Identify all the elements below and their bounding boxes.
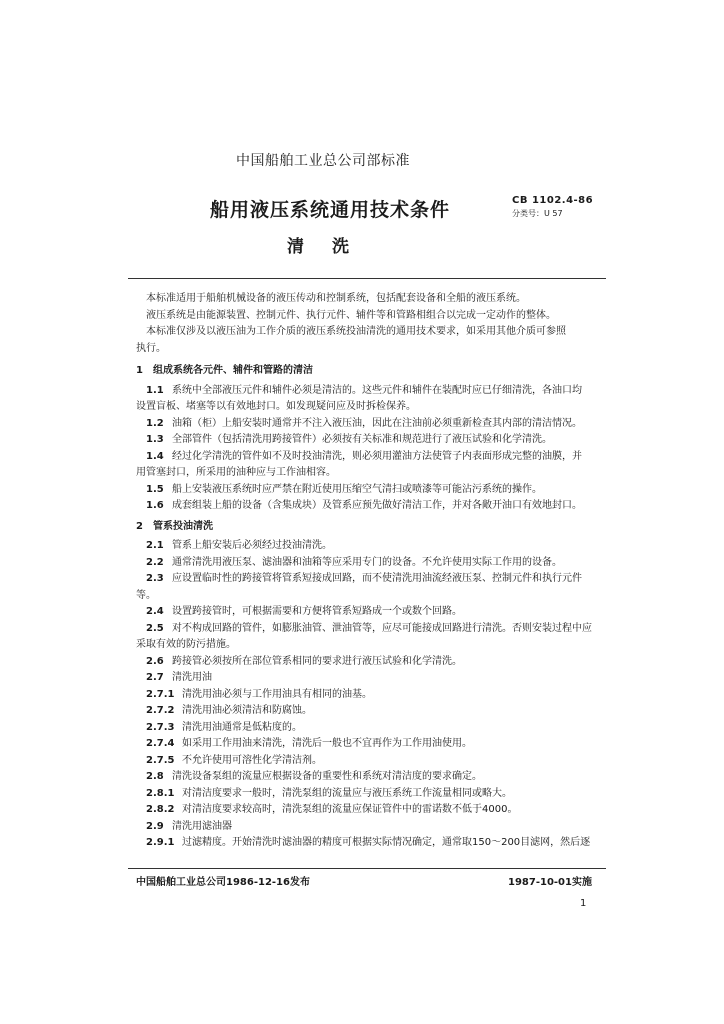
effective-date: 1987-10-01实施 bbox=[508, 877, 592, 888]
clause-number: 1.5 bbox=[146, 483, 164, 495]
clause-text: 成套组装上船的设备（含集成块）及管系应预先做好清洁工作，并对各敞开油口有效地封口。 bbox=[172, 500, 582, 511]
clause-text: 不允许使用可溶性化学清洁剂。 bbox=[182, 754, 322, 766]
clause-text: 清洗用油必须清洁和防腐蚀。 bbox=[182, 705, 312, 716]
clause-text: 清洗设备泵组的流量应根据设备的重要性和系统对清洁度的要求确定。 bbox=[172, 771, 482, 782]
clause-number: 1.1 bbox=[146, 384, 164, 396]
intro-line: 本标准适用于船舶机械设备的液压传动和控制系统，包括配套设备和全船的液压系统。 bbox=[146, 293, 526, 304]
clause-number: 1.4 bbox=[146, 450, 164, 462]
clause-text: 应设置临时性的跨接管将管系短接成回路，而不使清洗用油流经液压泵、控制元件和执行元件 bbox=[172, 573, 582, 584]
clause-text: 对清洁度要求一般时，清洗泵组的流量应与液压系统工作流量相同或略大。 bbox=[182, 787, 512, 799]
clause-number: 2.5 bbox=[146, 622, 164, 634]
clause-number: 2.7.4 bbox=[146, 738, 175, 749]
clause-text: 对清洁度要求较高时，清洗泵组的流量应保证管件中的雷诺数不低于4000。 bbox=[182, 804, 518, 815]
clause-number: 2.9.1 bbox=[146, 837, 175, 848]
section-heading: 1 组成系统各元件、辅件和管路的清洁 bbox=[136, 365, 313, 376]
intro-line: 执行。 bbox=[136, 342, 166, 354]
clause-number: 2.7.1 bbox=[146, 688, 175, 700]
clause-number: 2.8.2 bbox=[146, 804, 175, 815]
clause-number: 2.1 bbox=[146, 540, 164, 551]
clause-text: 全部管件（包括清洗用跨接管件）必须按有关标准和规范进行了液压试验和化学清洗。 bbox=[172, 434, 552, 445]
clause-text: 清洗用滤油器 bbox=[172, 820, 232, 832]
issuing-organization: 中国船舶工业总公司部标准 bbox=[236, 153, 410, 169]
page-number: 1 bbox=[580, 898, 587, 909]
clause-text: 如采用工作用油来清洗，清洗后一般也不宜再作为工作用油使用。 bbox=[182, 738, 472, 749]
clause-number: 2.7.5 bbox=[146, 754, 175, 766]
clause-number: 2.8 bbox=[146, 771, 164, 782]
clause-text: 管系上船安装后必须经过投油清洗。 bbox=[172, 540, 332, 551]
document-subtitle: 清洗 bbox=[287, 237, 377, 257]
clause-text: 经过化学清洗的管件如不及时投油清洗，则必须用灌油方法使管子内表面形成完整的油膜，并 bbox=[172, 450, 582, 462]
intro-line: 液压系统是由能源装置、控制元件、执行元件、辅件等和管路相组合以完成一定动作的整体。 bbox=[146, 309, 556, 321]
clause-number: 2.7.3 bbox=[146, 721, 175, 733]
clause-text: 过滤精度。开始清洗时滤油器的精度可根据实际情况确定，通常取150～200目滤网，然后逐 bbox=[182, 837, 591, 848]
clause-text: 等。 bbox=[136, 589, 156, 601]
clause-text: 设置跨接管时，可根据需要和方便将管系短路成一个或数个回路。 bbox=[172, 606, 462, 617]
clause-number: 2.3 bbox=[146, 573, 164, 584]
clause-text: 清洗用油通常是低粘度的。 bbox=[182, 721, 302, 733]
document-title: 船用液压系统通用技术条件 bbox=[210, 199, 451, 221]
clause-number: 1.6 bbox=[146, 500, 164, 511]
clause-text: 设置盲板、堵塞等以有效地封口。如发现疑问应及时拆检保养。 bbox=[136, 401, 416, 412]
standard-code: CB 1102.4-86 bbox=[512, 195, 594, 206]
clause-number: 2.8.1 bbox=[146, 787, 175, 799]
clause-number: 2.4 bbox=[146, 606, 164, 617]
issue-date: 中国船舶工业总公司1986-12-16发布 bbox=[136, 877, 310, 888]
clause-number: 2.7 bbox=[146, 672, 164, 683]
clause-text: 对不构成回路的管件，如膨胀油管、泄油管等，应尽可能接成回路进行清洗。否则安装过程中应 bbox=[172, 622, 592, 634]
clause-text: 油箱（柜）上船安装时通常并不注入液压油，因此在注油前必须重新检查其内部的清洁情况。 bbox=[172, 417, 582, 429]
footer-divider bbox=[128, 868, 606, 869]
clause-text: 用管塞封口，所采用的油种应与工作油相容。 bbox=[136, 467, 336, 478]
clause-text: 清洗用油必须与工作用油具有相同的油基。 bbox=[182, 688, 372, 700]
section-heading: 2 管系投油清洗 bbox=[136, 520, 213, 532]
header-divider bbox=[128, 278, 606, 279]
clause-number: 2.6 bbox=[146, 655, 164, 667]
clause-number: 1.2 bbox=[146, 417, 164, 429]
clause-number: 1.3 bbox=[146, 434, 164, 445]
classification-number: 分类号：U 57 bbox=[512, 209, 563, 218]
clause-text: 系统中全部液压元件和辅件必须是清洁的。这些元件和辅件在装配时应已仔细清洗，各油口均 bbox=[172, 384, 582, 396]
clause-number: 2.2 bbox=[146, 556, 164, 568]
clause-number: 2.7.2 bbox=[146, 705, 175, 716]
clause-number: 2.9 bbox=[146, 820, 164, 832]
intro-line: 本标准仅涉及以液压油为工作介质的液压系统投油清洗的通用技术要求，如采用其他介质可参照 bbox=[146, 326, 566, 337]
clause-text: 跨接管必须按所在部位管系相同的要求进行液压试验和化学清洗。 bbox=[172, 655, 462, 667]
clause-text: 船上安装液压系统时应严禁在附近使用压缩空气清扫或喷漆等可能沾污系统的操作。 bbox=[172, 483, 542, 495]
clause-text: 采取有效的防污措施。 bbox=[136, 639, 236, 650]
clause-text: 通常清洗用液压泵、滤油器和油箱等应采用专门的设备。不允许使用实际工作用的设备。 bbox=[172, 556, 562, 568]
clause-text: 清洗用油 bbox=[172, 672, 212, 683]
